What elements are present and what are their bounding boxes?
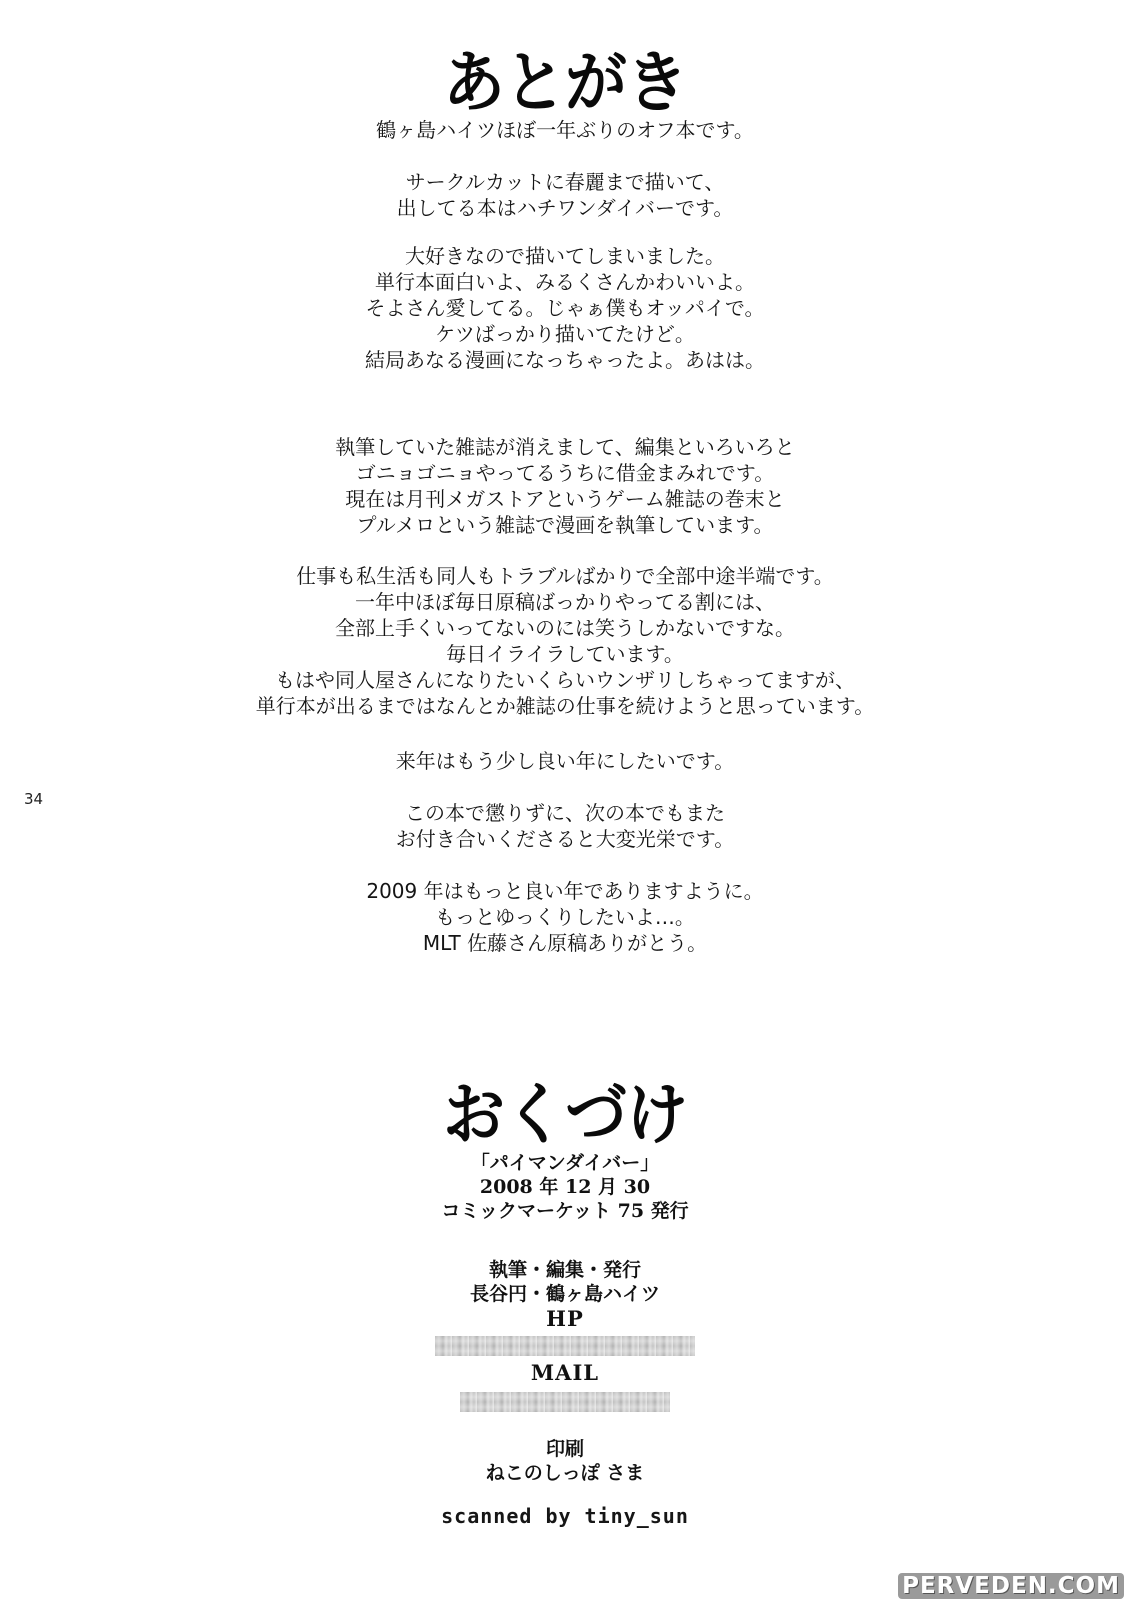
text-line: 単行本が出るまではなんとか雑誌の仕事を続けようと思っています。: [255, 694, 875, 718]
text-line: サークルカットに春麗まで描いて、: [405, 170, 725, 194]
afterword-paragraph: [0, 878, 1130, 956]
colophon-title: おくづけ: [442, 1075, 687, 1154]
book-title: 「パイマンダイバー」: [470, 1152, 660, 1174]
colophon-credits: [0, 1258, 1130, 1416]
text-line: 現在は月刊メガストアというゲーム雑誌の巻末と: [345, 487, 785, 511]
text-line: 執筆していた雑誌が消えまして、編集といろいろと: [335, 435, 795, 459]
publication-event: コミックマーケット 75 発行: [441, 1200, 689, 1222]
text-line: 大好きなので描いてしまいました。: [405, 244, 725, 268]
text-line: プルメロという雑誌で漫画を執筆しています。: [356, 513, 774, 537]
text-line: 来年はもう少し良い年にしたいです。: [395, 749, 735, 773]
page-number: 34: [24, 790, 44, 808]
text-line: ケツばっかり描いてたけど。: [435, 322, 695, 346]
afterword-paragraph: [0, 243, 1130, 373]
colophon-printer: [0, 1437, 1130, 1485]
text-line: 出してる本はハチワンダイバーです。: [396, 196, 734, 220]
publication-date: 2008 年 12 月 30: [479, 1176, 651, 1198]
text-line: 2009 年はもっと良い年でありますように。: [366, 879, 764, 903]
text-line: 鶴ヶ島ハイツほぼ一年ぶりのオフ本です。: [376, 118, 754, 142]
text-line: もはや同人屋さんになりたいくらいウンザリしちゃってますが、: [275, 668, 855, 692]
afterword-paragraph: [0, 169, 1130, 221]
text-line: 全部上手くいってないのには笑うしかないですな。: [335, 616, 795, 640]
credit-role: 執筆・編集・発行: [488, 1259, 641, 1281]
text-line: 結局あなる漫画になっちゃったよ。あはは。: [365, 348, 765, 372]
colophon-publication-info: [0, 1151, 1130, 1223]
afterword-paragraph: [0, 117, 1130, 143]
text-line: MLT 佐藤さん原稿ありがとう。: [422, 931, 708, 955]
text-line: ゴニョゴニョやってるうちに借金まみれです。: [355, 461, 775, 485]
site-watermark: PERVEDEN.COM: [898, 1573, 1124, 1599]
censored-hp-url: [435, 1336, 695, 1356]
afterword-paragraph: [0, 563, 1130, 719]
censored-mail-address: [460, 1392, 670, 1412]
afterword-paragraph: [0, 748, 1130, 774]
text-line: 一年中ほぼ毎日原稿ばっかりやってる割には、: [355, 590, 775, 614]
print-label: 印刷: [545, 1438, 584, 1460]
text-line: お付き合いくださると大変光栄です。: [395, 827, 735, 851]
text-line: そよさん愛してる。じゃぁ僕もオッパイで。: [365, 296, 765, 320]
text-line: もっとゆっくりしたいよ…。: [435, 905, 695, 929]
text-line: 仕事も私生活も同人もトラブルばかりで全部中途半端です。: [296, 564, 834, 588]
afterword-title: あとがき: [442, 43, 687, 122]
afterword-paragraph: [0, 434, 1130, 538]
scan-credit: scanned by tiny_sun: [441, 1504, 689, 1528]
hp-label: HP: [546, 1306, 584, 1331]
credit-names: 長谷円・鶴ヶ島ハイツ: [469, 1283, 660, 1305]
afterword-paragraph: [0, 800, 1130, 852]
text-line: この本で懲りずに、次の本でもまた: [405, 801, 725, 825]
printer-name: ねこのしっぽ さま: [485, 1462, 645, 1484]
mail-label: MAIL: [530, 1360, 600, 1385]
text-line: 毎日イライラしています。: [446, 642, 684, 666]
text-line: 単行本面白いよ、みるくさんかわいいよ。: [375, 270, 755, 294]
